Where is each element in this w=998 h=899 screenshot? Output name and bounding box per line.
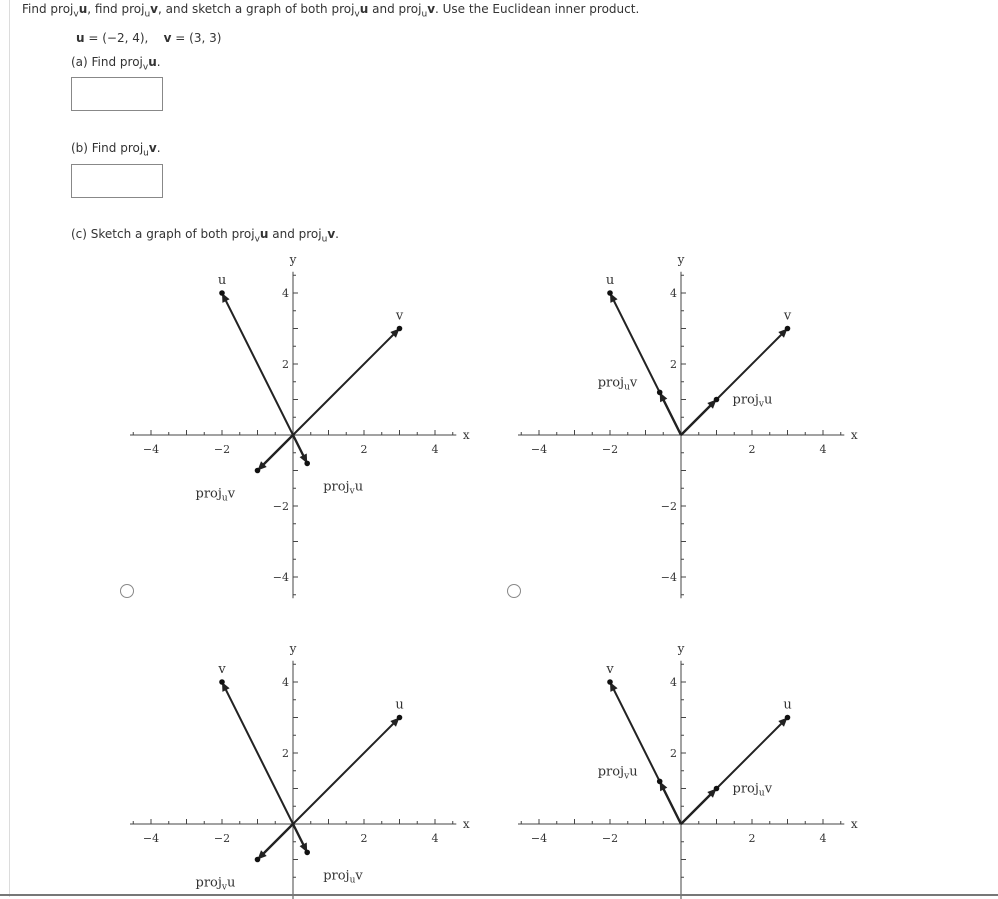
vector-u-label: u [217,273,227,288]
proj-a-label-text: proj [195,486,222,502]
proj-a-label-subscript: v [624,771,630,782]
vector-u-label: u [395,697,404,713]
proj-b-vector-tip-dot [714,397,720,403]
y-tick-label: 2 [670,358,677,371]
x-tick-label: −4 [142,443,160,456]
x-tick-label: −2 [213,832,231,845]
vector-u-tip-dot [785,715,791,721]
v-name: v [163,31,172,45]
option-4-graph [518,639,868,899]
vector-v-label: v [606,662,614,677]
x-tick-label: 2 [748,832,756,845]
part-c-label: (c) Sketch a graph of both proj$_v$u and proj$_u$v. [71,227,339,245]
proj-a-vector-tip-dot [657,779,663,785]
x-axis-label: x [850,428,858,442]
x-tick-label: 4 [431,443,439,456]
x-tick-label: −2 [213,443,231,456]
vector-v-tip-dot [219,679,225,685]
proj-b-label [323,479,363,496]
y-tick-label: 4 [282,676,289,689]
proj-b-label-text: proj [323,868,350,884]
vector-v-line [293,329,400,436]
vector-u-label: u [605,273,615,288]
vector-v-label: v [395,308,404,324]
x-tick-label: −2 [601,443,619,456]
v-value: = (3, 3) [171,31,222,45]
x-tick-label: −4 [530,832,548,845]
vector-u-tip-dot [397,715,403,721]
vector-v-label: v [783,308,792,324]
part-b-label: (b) Find proj$_u$v. [71,141,161,159]
x-axis-label: x [850,817,858,831]
x-tick-label: −4 [530,443,548,456]
y-axis-label: y [677,641,685,656]
option-3-graph [130,639,480,899]
proj-b-label-subscript: v [758,399,764,410]
part-b-answer-input[interactable] [71,164,163,198]
question-prompt: Find proj$_v$u, find proj$_u$v, and sketch a graph of both proj$_v$u and proj$_u$v. Use the Euclidean inner product. [22,2,640,20]
proj-b-label-subscript: u [349,875,356,886]
proj-b-label-vector-name: u [764,392,773,408]
proj-b-label-vector-name: v [355,868,363,884]
proj-b-label-subscript: u [758,788,765,799]
proj-b-label-text: proj [732,781,759,797]
proj-a-label [598,764,638,781]
y-axis-label: y [677,252,685,267]
option-2-graph [518,250,868,600]
x-tick-label: 4 [431,832,439,845]
x-tick-label: 4 [819,832,827,845]
vector-u-line [293,718,400,825]
proj-a-label-vector-name: v [629,375,638,391]
x-axis-label: x [462,428,470,442]
proj-a-vector-tip-dot [255,857,261,863]
bottom-border [0,894,998,896]
proj-b-label-text: proj [323,479,350,495]
y-tick-label: −2 [272,500,289,513]
proj-b-vector-tip-dot [304,850,310,856]
proj-b-vector-tip-dot [304,461,310,467]
u-value: = (−2, 4), [84,31,149,45]
part-a-label: (a) Find proj$_v$u. [71,55,161,73]
proj-a-label-text: proj [195,875,222,891]
proj-b-label-vector-name: u [354,479,364,495]
x-tick-label: −2 [601,832,619,845]
proj-a-label-vector-name: v [227,486,236,502]
y-tick-label: 2 [670,747,677,760]
proj-a-label-subscript: v [221,882,227,893]
part-a-answer-input[interactable] [71,77,163,111]
y-tick-label: −4 [272,571,289,584]
proj-a-label-vector-name: u [227,875,236,891]
proj-b-label [323,868,363,885]
proj-a-label [196,876,236,893]
proj-a-label-subscript: u [624,382,630,393]
proj-a-label-text: proj [597,375,625,391]
option-1-graph [130,250,480,600]
proj-a-label-text: proj [597,764,625,780]
left-border [9,0,10,897]
given-vectors [76,31,221,45]
x-tick-label: −4 [142,832,160,845]
x-tick-label: 4 [819,443,827,456]
proj-b-label-text: proj [732,392,759,408]
proj-a-vector-tip-dot [255,468,261,474]
vector-u-tip-dot [607,290,613,296]
vector-v-tip-dot [397,326,403,332]
vector-u-tip-dot [219,290,225,296]
vector-v-tip-dot [607,679,613,685]
proj-b-label [733,782,773,799]
proj-a-label-subscript: u [221,493,228,504]
y-tick-label: 2 [282,358,289,371]
y-tick-label: 2 [282,747,289,760]
vector-v-tip-dot [785,326,791,332]
u-name: u [76,31,85,45]
y-tick-label: −4 [660,571,677,584]
proj-b-label-subscript: v [349,486,355,497]
proj-b-label [733,393,773,410]
x-tick-label: 2 [360,832,368,845]
proj-a-label [196,487,236,504]
proj-b-vector-tip-dot [714,786,720,792]
x-axis-label: x [462,817,470,831]
y-tick-label: 4 [282,287,289,300]
x-tick-label: 2 [748,443,756,456]
vector-v-label: v [218,662,226,677]
y-tick-label: −2 [660,500,677,513]
proj-b-label-vector-name: v [764,781,773,797]
proj-a-label [598,375,638,392]
y-tick-label: 4 [670,287,677,300]
y-axis-label: y [289,641,297,656]
y-tick-label: 4 [670,676,677,689]
proj-a-label-vector-name: u [629,764,638,780]
vector-u-label: u [783,697,792,713]
x-tick-label: 2 [360,443,368,456]
y-axis-label: y [289,252,297,267]
proj-a-vector-tip-dot [657,390,663,396]
